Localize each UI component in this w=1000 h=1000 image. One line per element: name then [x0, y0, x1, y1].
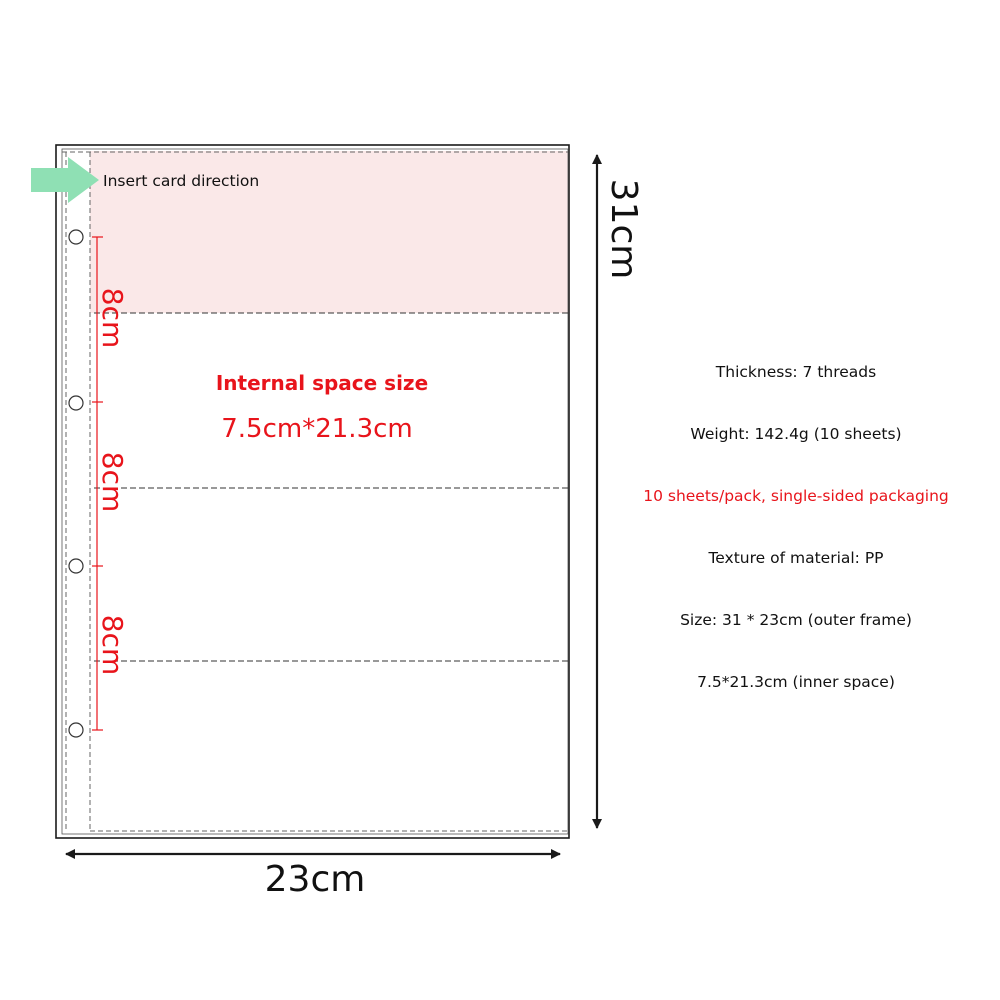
internal-space-title: Internal space size — [215, 371, 429, 395]
insert-direction-arrow-icon — [31, 157, 99, 203]
insert-direction-label: Insert card direction — [103, 172, 260, 190]
internal-space-value: 7.5cm*21.3cm — [221, 414, 413, 444]
binder-hole-icon — [69, 559, 83, 573]
spec-weight: Weight: 142.4g (10 sheets) — [690, 425, 902, 443]
width-label: 23cm — [264, 859, 366, 900]
pocket-height-label-3: 8cm — [96, 614, 129, 676]
spec-material: Texture of material: PP — [708, 549, 884, 567]
spec-packaging: 10 sheets/pack, single-sided packaging — [643, 487, 949, 505]
pocket-height-label-2: 8cm — [96, 451, 129, 513]
spec-outer-size: Size: 31 * 23cm (outer frame) — [680, 611, 912, 629]
binder-hole-icon — [69, 396, 83, 410]
pocket-height-label-1: 8cm — [96, 287, 129, 349]
spec-thickness: Thickness: 7 threads — [715, 363, 877, 381]
height-label: 31cm — [603, 178, 644, 280]
spec-inner-size: 7.5*21.3cm (inner space) — [697, 673, 895, 691]
binder-hole-icon — [69, 723, 83, 737]
specifications-list — [600, 352, 992, 724]
binder-hole-icon — [69, 230, 83, 244]
